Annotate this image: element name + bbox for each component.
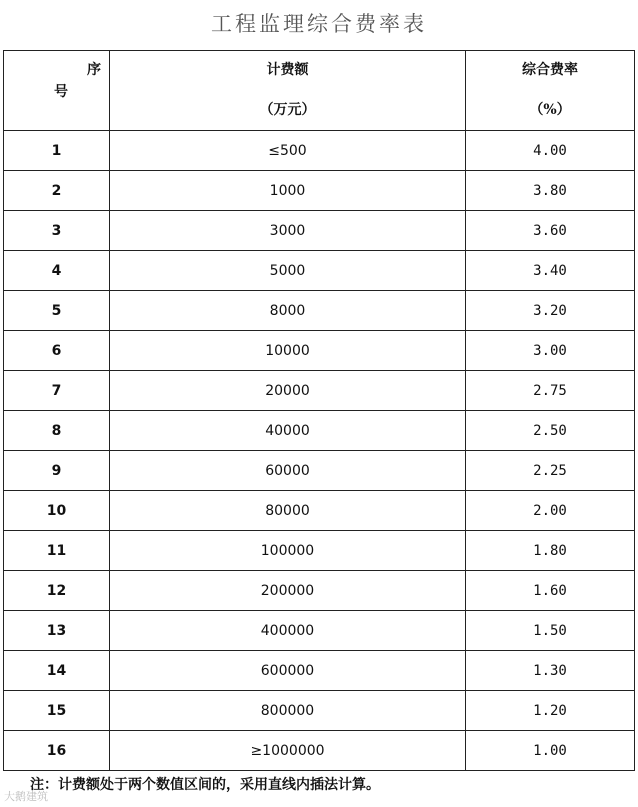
- footnote: 注：计费额处于两个数值区间的，采用直线内插法计算。: [30, 777, 380, 793]
- header-serial-top: 序: [87, 62, 101, 78]
- header-serial-number: [4, 51, 110, 131]
- row-number: 12: [4, 571, 110, 611]
- row-rate: 1.30: [466, 651, 635, 691]
- row-fee-amount: 20000: [110, 371, 466, 411]
- table-row: [4, 371, 635, 411]
- row-fee-amount: 600000: [110, 651, 466, 691]
- row-fee-amount: 60000: [110, 451, 466, 491]
- table-row: [4, 251, 635, 291]
- row-rate: 3.80: [466, 171, 635, 211]
- row-rate: 3.40: [466, 251, 635, 291]
- row-rate: 2.75: [466, 371, 635, 411]
- row-rate: 1.60: [466, 571, 635, 611]
- row-number: 7: [4, 371, 110, 411]
- row-number: 9: [4, 451, 110, 491]
- row-number: 2: [4, 171, 110, 211]
- row-rate: 3.00: [466, 331, 635, 371]
- row-fee-amount: 10000: [110, 331, 466, 371]
- row-rate: 3.20: [466, 291, 635, 331]
- row-fee-amount: ≥1000000: [110, 731, 466, 771]
- row-rate: 1.00: [466, 731, 635, 771]
- row-number: 13: [4, 611, 110, 651]
- table-header-row: [4, 51, 635, 131]
- table-row: [4, 531, 635, 571]
- table-row: [4, 611, 635, 651]
- table-row: [4, 571, 635, 611]
- row-rate: 2.50: [466, 411, 635, 451]
- watermark: 大鹅建筑: [4, 790, 48, 803]
- table-row: [4, 411, 635, 451]
- table-row: [4, 651, 635, 691]
- row-fee-amount: 800000: [110, 691, 466, 731]
- table-row: [4, 491, 635, 531]
- row-number: 6: [4, 331, 110, 371]
- table-row: [4, 131, 635, 171]
- row-fee-amount: 8000: [110, 291, 466, 331]
- row-rate: 2.25: [466, 451, 635, 491]
- row-number: 15: [4, 691, 110, 731]
- row-number: 5: [4, 291, 110, 331]
- row-fee-amount: ≤500: [110, 131, 466, 171]
- table-row: [4, 451, 635, 491]
- row-rate: 1.50: [466, 611, 635, 651]
- fee-rate-table: [3, 50, 635, 771]
- row-fee-amount: 40000: [110, 411, 466, 451]
- header-rate-label: 综合费率: [522, 62, 578, 78]
- page-title: 工程监理综合费率表: [211, 12, 427, 36]
- row-number: 11: [4, 531, 110, 571]
- row-rate: 1.20: [466, 691, 635, 731]
- row-number: 8: [4, 411, 110, 451]
- row-number: 10: [4, 491, 110, 531]
- header-fee-amount-unit: （万元）: [259, 102, 316, 118]
- table-row: [4, 291, 635, 331]
- row-rate: 2.00: [466, 491, 635, 531]
- row-fee-amount: 1000: [110, 171, 466, 211]
- table-row: [4, 171, 635, 211]
- row-number: 4: [4, 251, 110, 291]
- row-rate: 4.00: [466, 131, 635, 171]
- row-rate: 1.80: [466, 531, 635, 571]
- row-number: 14: [4, 651, 110, 691]
- row-number: 1: [4, 131, 110, 171]
- table-row: [4, 731, 635, 771]
- header-rate: [466, 51, 635, 131]
- row-fee-amount: 3000: [110, 211, 466, 251]
- row-number: 16: [4, 731, 110, 771]
- table-row: [4, 691, 635, 731]
- row-number: 3: [4, 211, 110, 251]
- row-fee-amount: 5000: [110, 251, 466, 291]
- header-rate-unit: （%）: [529, 102, 571, 118]
- row-fee-amount: 80000: [110, 491, 466, 531]
- table-row: [4, 211, 635, 251]
- row-fee-amount: 200000: [110, 571, 466, 611]
- table-row: [4, 331, 635, 371]
- header-fee-amount-label: 计费额: [266, 62, 309, 78]
- row-fee-amount: 100000: [110, 531, 466, 571]
- row-rate: 3.60: [466, 211, 635, 251]
- header-fee-amount: [110, 51, 466, 131]
- row-fee-amount: 400000: [110, 611, 466, 651]
- header-serial-bottom: 号: [54, 84, 68, 100]
